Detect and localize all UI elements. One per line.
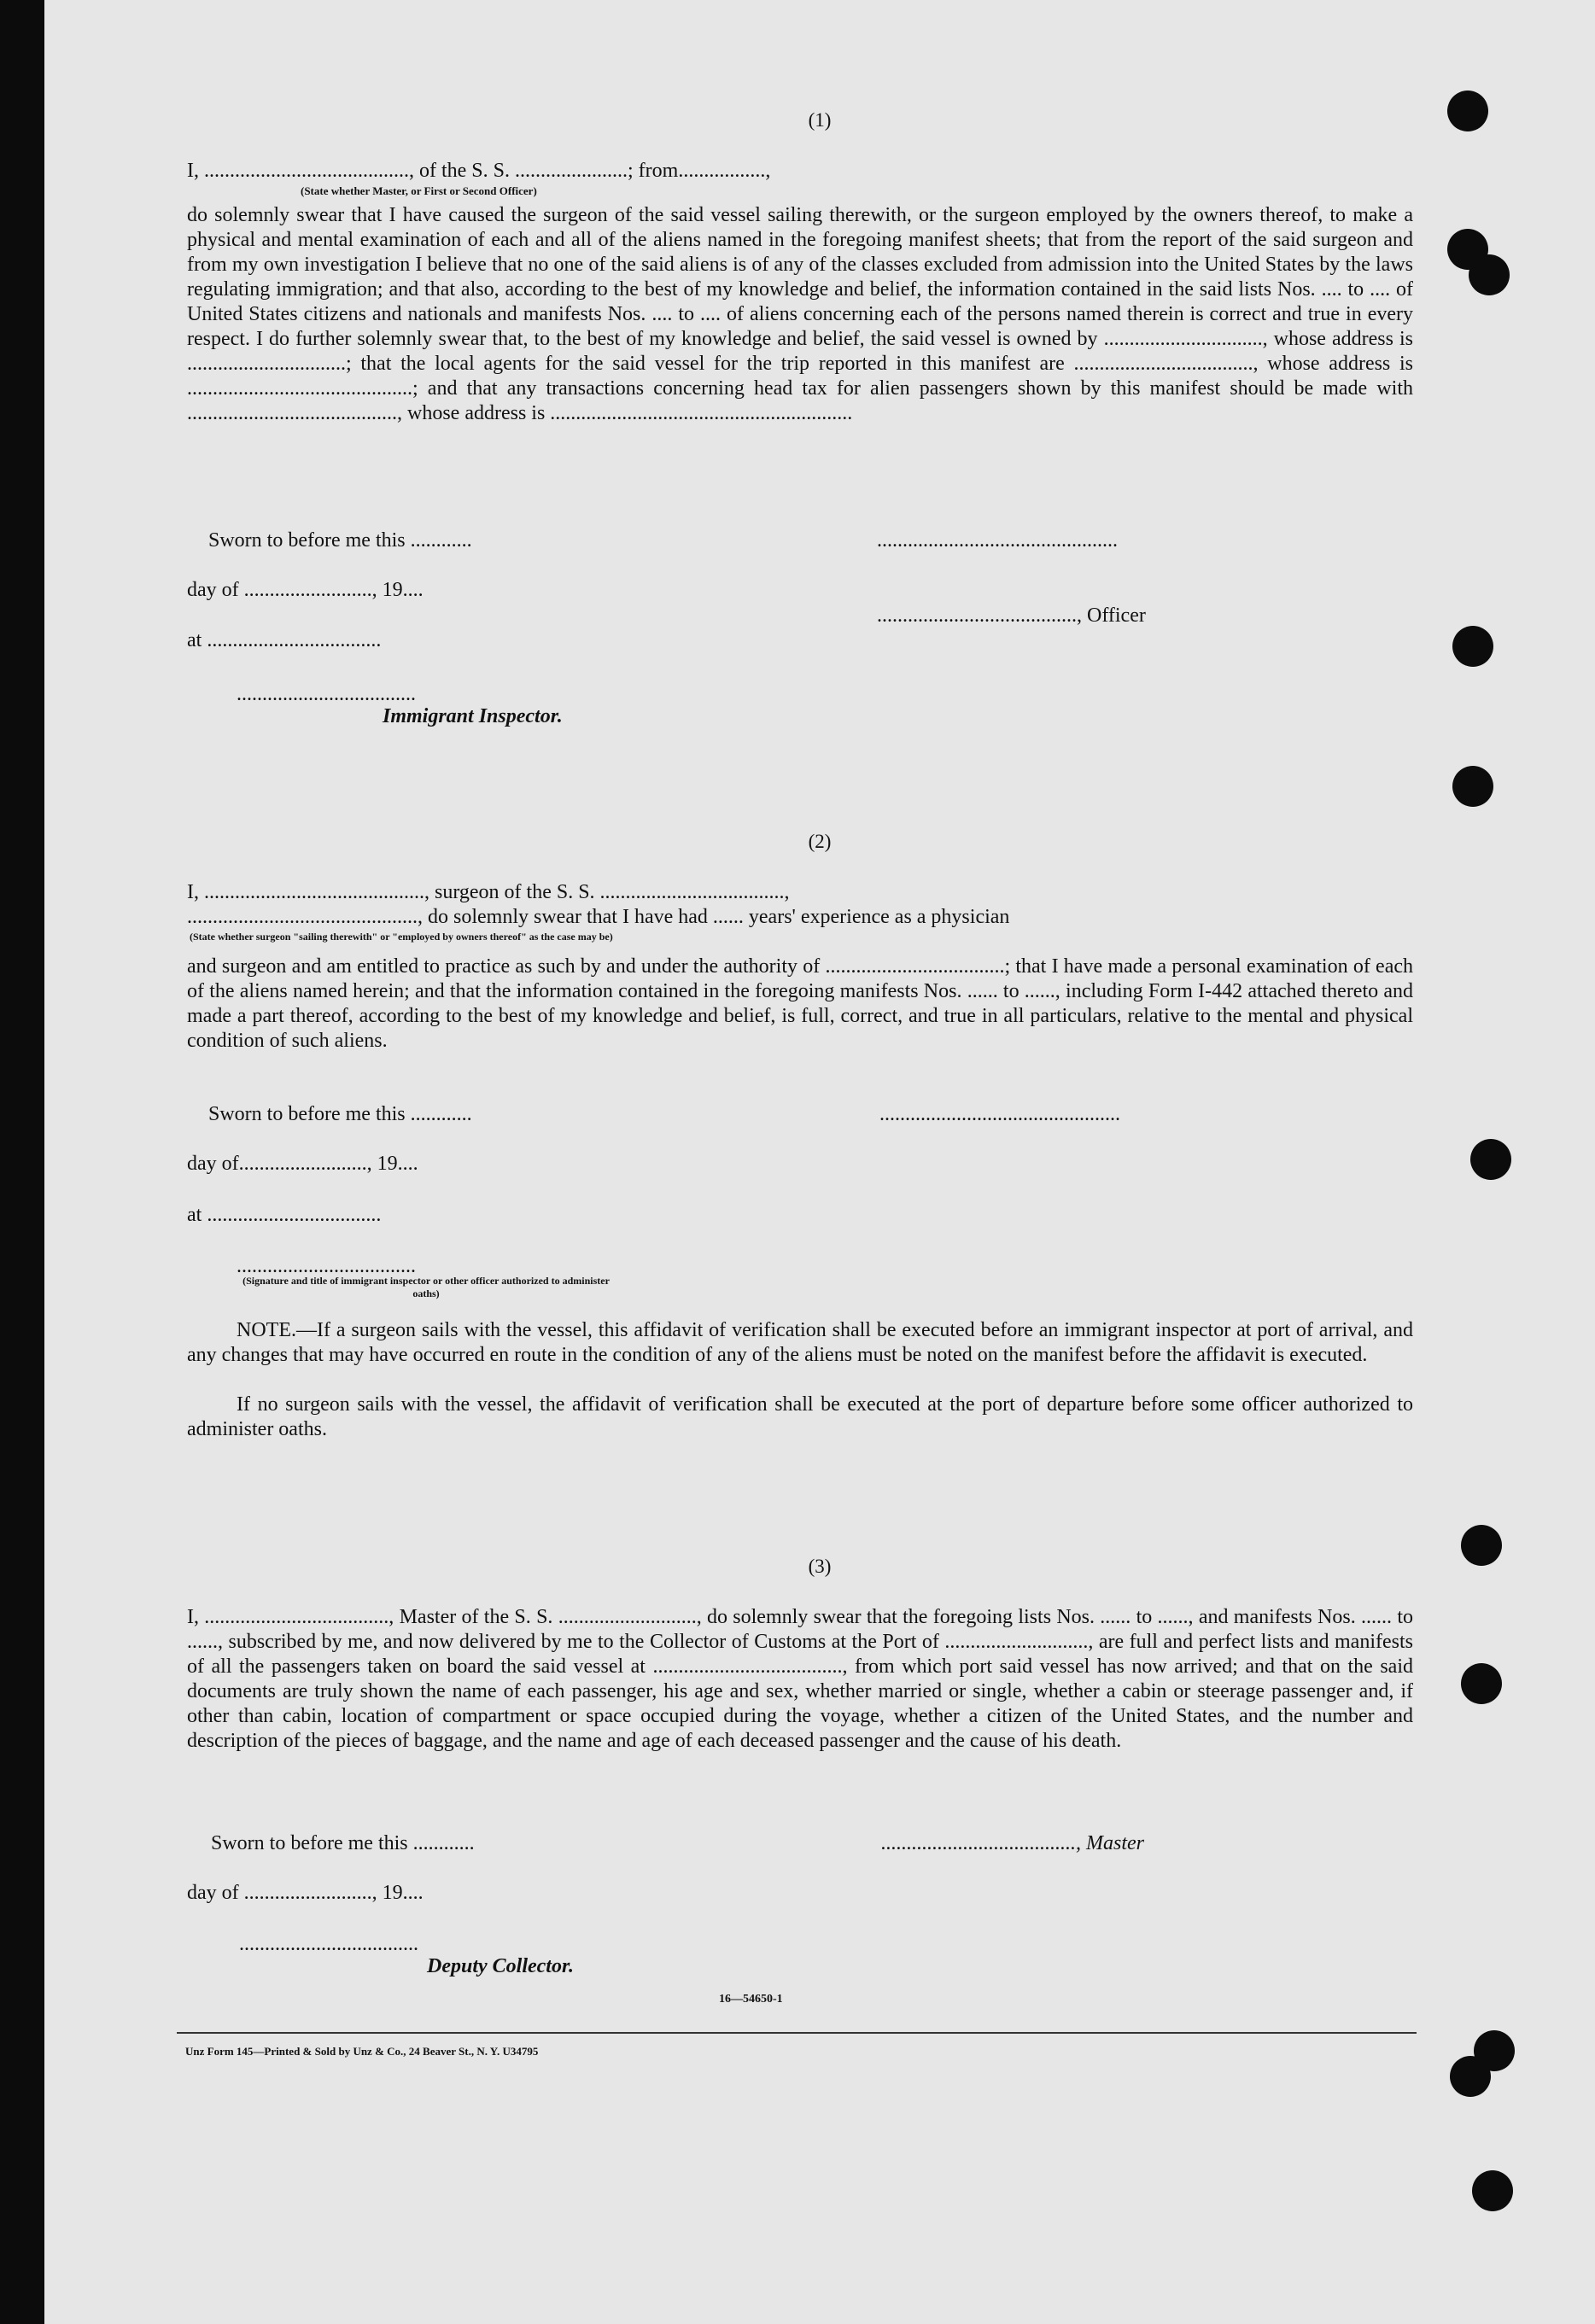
section-2-first-line: I, ..........................................., surgeon of the S. S. ...................................., bbox=[187, 881, 790, 903]
section-2-affidavit-text: and surgeon and am entitled to practice as such by and under the authority of ...................................; that I have made a personal examination of each of the aliens named herein; and that the information contained in the foregoing manifests Nos. ...... to ......, including Form I-442 attached thereto and made a part thereof, according to the best of my knowledge and belief, is full, correct, and true in all particulars, relative to the mental and physical condition of such aliens. bbox=[187, 955, 1413, 1052]
punch-hole bbox=[1447, 91, 1488, 131]
punch-hole bbox=[1469, 254, 1510, 295]
form-number: 16—54650-1 bbox=[719, 1993, 783, 2006]
section-1-note: (State whether Master, or First or Second Officer) bbox=[301, 184, 537, 197]
section-2-signature-line: ............................................... bbox=[879, 1103, 1120, 1125]
section-2-inspector-signature-line: ................................... bbox=[237, 1255, 416, 1277]
section-1-affidavit-text: do solemnly swear that I have caused the surgeon of the said vessel sailing therewith, or the surgeon employed by the owners thereof, to make a physical and mental examination of each and all of the aliens named in the foregoing manifest sheets; that from the report of the said surgeon and from my own investigation I believe that no one of the said aliens is of any of the classes excluded from admission into the United States by the laws regulating immigration; and that also, according to the best of my knowledge and belief, the information contained in the said lists Nos. .... to .... of United States citizens and nationals and manifests Nos. .... to .... of aliens concerning each of the persons named therein is correct and true in every respect. I do further solemnly swear that, to the best of my knowledge and belief, the said vessel is owned by ..............................., whose address is ...............................; that the local agents for the said vessel for the trip reported in this manifest are ..................................., whose address is ............................................; and that any transactions concerning head tax for alien passengers shown by this manifest should be made with ........................................., whose address is ........................................................... bbox=[187, 204, 1413, 424]
section-1-number: (1) bbox=[808, 109, 832, 131]
punch-hole bbox=[1461, 1525, 1502, 1566]
printer-imprint: Unz Form 145—Printed & Sold by Unz & Co., 24 Beaver St., N. Y. U34795 bbox=[185, 2045, 539, 2058]
section-2-number: (2) bbox=[808, 831, 832, 852]
section-2-note-paragraph-1: NOTE.—If a surgeon sails with the vessel, this affidavit of verification shall be executed before an immigrant inspector at port of arrival, and any changes that may have occurred en route in the condition of any of the aliens must be noted on the manifest before the affidavit is executed. bbox=[187, 1319, 1413, 1366]
section-2-sworn-line: Sworn to before me this ............ bbox=[208, 1103, 472, 1125]
section-2-second-line: ............................................., do solemnly swear that I have had ...... years' experience as a physician bbox=[187, 906, 1010, 928]
section-2-day-line: day of........................., 19.... bbox=[187, 1153, 418, 1175]
section-1-day-line: day of ........................., 19.... bbox=[187, 579, 424, 601]
punch-hole bbox=[1452, 766, 1493, 807]
section-1-first-line: I, ........................................, of the S. S. ......................; from................., bbox=[187, 160, 771, 182]
section-3-master-line: ......................................, Master bbox=[881, 1832, 1144, 1854]
section-3-collector-label: Deputy Collector. bbox=[427, 1955, 574, 1977]
punch-hole bbox=[1470, 1139, 1511, 1180]
section-2-at-line: at .................................. bbox=[187, 1204, 382, 1226]
section-1-officer-line: ......................................., Officer bbox=[877, 604, 1146, 627]
punch-hole bbox=[1452, 626, 1493, 667]
section-1-inspector-label: Immigrant Inspector. bbox=[383, 705, 563, 727]
section-1-sworn-line: Sworn to before me this ............ bbox=[208, 529, 472, 552]
punch-hole bbox=[1450, 2056, 1491, 2097]
form-page bbox=[44, 0, 1595, 2324]
punch-hole bbox=[1472, 2170, 1513, 2211]
section-3-day-line: day of ........................., 19.... bbox=[187, 1882, 424, 1904]
punch-hole bbox=[1461, 1663, 1502, 1704]
section-2-note-paragraph-2: If no surgeon sails with the vessel, the affidavit of verification shall be executed at the port of departure before some officer authorized to administer oaths. bbox=[187, 1393, 1413, 1440]
footer-rule bbox=[177, 2032, 1417, 2034]
section-1-inspector-signature-line: ................................... bbox=[237, 683, 416, 705]
section-3-affidavit-text: I, ...................................., Master of the S. S. ..........................., do solemnly swear that the foregoing lists Nos. ...... to ......, and manifests Nos. ...... to ......, subscribed by me, and now delivered by me to the Collector of Customs at the Port of ............................, are full and perfect lists and manifests of all the passengers taken on board the said vessel at ....................................., from which port said vessel has now arrived; and that on the said documents are truly shown the name of each passenger, his age and sex, whether married or single, whether a cabin or steerage passenger and, if other than cabin, location of compartment or space occupied during the voyage, whether a citizen of the United States, and the number and description of the pieces of baggage, and the name and age of each deceased passenger and the cause of his death. bbox=[187, 1606, 1413, 1752]
section-2-signature-note: (Signature and title of immigrant inspector or other officer authorized to administer oaths) bbox=[242, 1275, 610, 1299]
section-3-number: (3) bbox=[808, 1556, 832, 1577]
section-1-at-line: at .................................. bbox=[187, 629, 382, 651]
section-2-note: (State whether surgeon "sailing therewith" or "employed by owners thereof" as the case may be) bbox=[190, 931, 613, 943]
section-1-signature-line: ............................................... bbox=[877, 529, 1118, 552]
section-3-sworn-line: Sworn to before me this ............ bbox=[211, 1832, 475, 1854]
section-3-collector-signature-line: ................................... bbox=[239, 1933, 418, 1955]
